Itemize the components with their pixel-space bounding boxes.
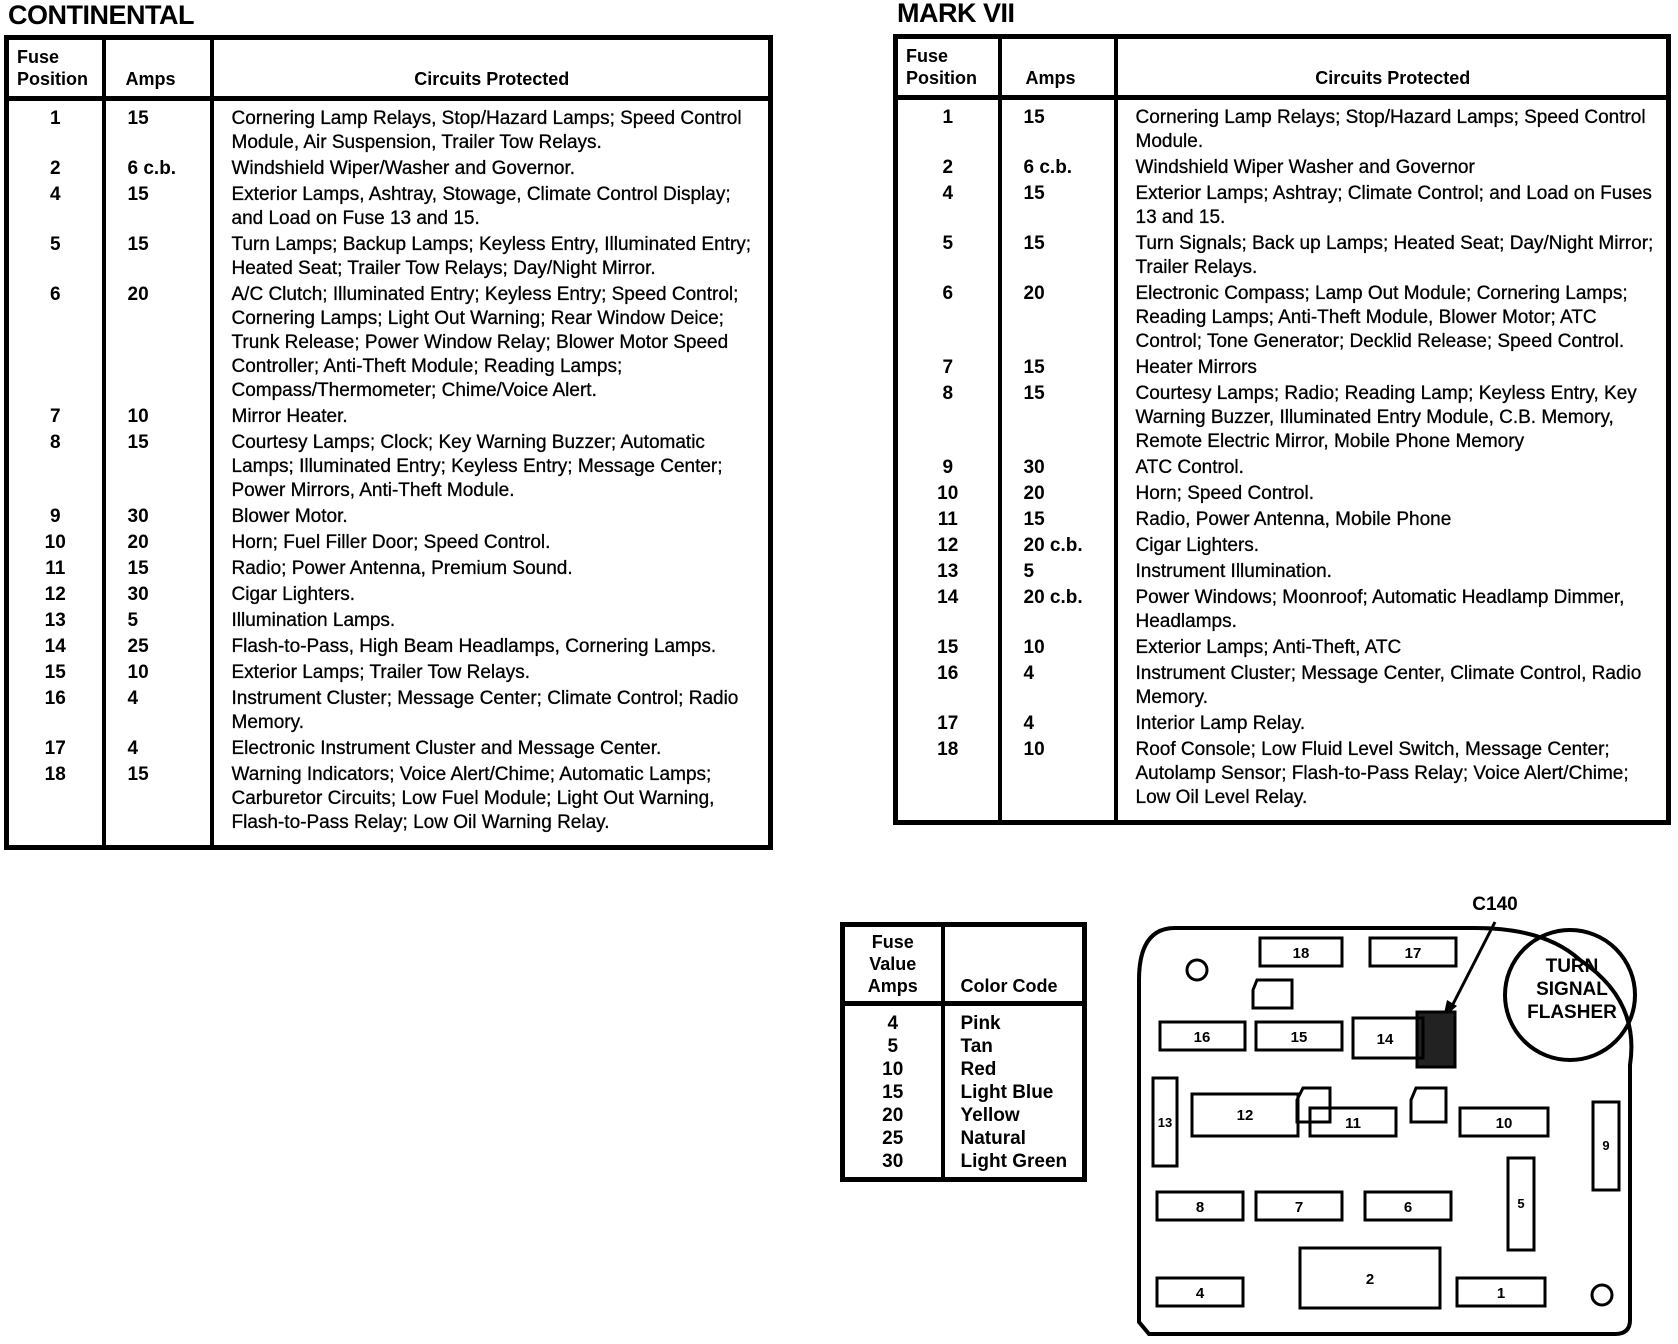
mounting-hole-icon xyxy=(1592,1285,1612,1305)
fuse-16 xyxy=(1160,1022,1245,1050)
fuse-position-cell: 2 xyxy=(49,158,61,179)
svg-text:4: 4 xyxy=(1195,1285,1205,1302)
fuse-value-amps-cell: 4 xyxy=(887,1013,899,1034)
fuse-10 xyxy=(1460,1108,1548,1136)
color-code-row xyxy=(843,1104,1085,1127)
circuits-protected-cell: Horn; Fuel Filler Door; Speed Control. xyxy=(212,530,771,556)
amps-cell: 20 xyxy=(1000,281,1116,355)
flasher-label-line-3: FLASHER xyxy=(1527,1002,1617,1023)
circuits-protected-cell: Roof Console; Low Fluid Level Switch, Message Center; Autolamp Sensor; Flash-to-Pass Relay; Voice Alert/Chime; Low Oil Level Relay. xyxy=(1116,737,1669,823)
fuse-2 xyxy=(1300,1248,1440,1308)
fuse-position-cell: 4 xyxy=(49,184,61,205)
amps-cell: 6 c.b. xyxy=(104,156,212,182)
svg-text:11: 11 xyxy=(1345,1115,1361,1132)
fuse-row xyxy=(896,559,1669,585)
fuse-position-cell: 14 xyxy=(44,636,66,657)
fuse-position-cell: 9 xyxy=(49,506,61,527)
fuse-position-cell: 11 xyxy=(937,509,958,530)
fuse-row xyxy=(896,98,1669,156)
circuits-protected-cell: Exterior Lamps; Anti-Theft, ATC xyxy=(1116,635,1669,661)
circuits-protected-cell: Electronic Instrument Cluster and Message Center. xyxy=(212,736,771,762)
color-code-row xyxy=(843,1150,1085,1180)
fuse-position-cell: 1 xyxy=(942,107,954,128)
fuse-row xyxy=(7,232,771,282)
continental-title: CONTINENTAL xyxy=(8,0,194,30)
fuse-position-cell: 1 xyxy=(49,108,61,129)
circuits-protected-cell: Windshield Wiper Washer and Governor xyxy=(1116,155,1669,181)
circuits-protected-cell: Instrument Illumination. xyxy=(1116,559,1669,585)
continental-fuse-table xyxy=(4,35,773,850)
circuits-protected-cell: Exterior Lamps; Ashtray; Climate Control; and Load on Fuses 13 and 15. xyxy=(1116,181,1669,231)
fuse-5 xyxy=(1508,1158,1534,1250)
amps-cell: 15 xyxy=(104,182,212,232)
fuse-8 xyxy=(1157,1192,1243,1220)
fuse-17 xyxy=(1370,938,1456,966)
circuits-protected-cell: Instrument Cluster; Message Center; Climate Control; Radio Memory. xyxy=(212,686,771,736)
color-code-cell: Red xyxy=(943,1058,1085,1081)
circuits-protected-cell: Exterior Lamps; Trailer Tow Relays. xyxy=(212,660,771,686)
svg-text:9: 9 xyxy=(1602,1138,1610,1153)
fuse-position-cell: 12 xyxy=(44,584,66,605)
amps-cell: 10 xyxy=(104,404,212,430)
amps-cell: 15 xyxy=(104,232,212,282)
amps-cell: 20 xyxy=(104,282,212,404)
header-fuse-value-amps: Fuse Value Amps xyxy=(843,925,943,1004)
fuse-position-cell: 11 xyxy=(45,558,66,579)
circuits-protected-cell: Mirror Heater. xyxy=(212,404,771,430)
fuse-position-cell: 8 xyxy=(942,383,954,404)
relay-socket xyxy=(1297,1088,1330,1122)
circuits-protected-cell: Turn Lamps; Backup Lamps; Keyless Entry, Illuminated Entry; Heated Seat; Trailer Tow Relays; Day/Night Mirror. xyxy=(212,232,771,282)
fuse-row xyxy=(7,404,771,430)
fuse-row xyxy=(7,608,771,634)
circuits-protected-cell: Heater Mirrors xyxy=(1116,355,1669,381)
fuse-position-cell: 10 xyxy=(44,532,66,553)
color-code-row xyxy=(843,1035,1085,1058)
header-circuits-protected: Circuits Protected xyxy=(1116,37,1669,98)
amps-cell: 20 xyxy=(104,530,212,556)
fuse-position-cell: 5 xyxy=(49,234,61,255)
fuse-position-cell: 16 xyxy=(937,663,959,684)
fuse-position-cell: 13 xyxy=(44,610,66,631)
fuse-1 xyxy=(1457,1278,1545,1306)
color-code-cell: Tan xyxy=(943,1035,1085,1058)
color-code-row xyxy=(843,1127,1085,1150)
header-color-code: Color Code xyxy=(943,925,1085,1004)
fuse-color-code-table xyxy=(840,922,1087,1182)
fuse-value-amps-cell: 25 xyxy=(882,1128,904,1149)
svg-text:1: 1 xyxy=(1496,1285,1506,1302)
header-amps: Amps xyxy=(1000,37,1116,98)
fuse-value-amps-cell: 20 xyxy=(882,1105,904,1126)
fuse-position-cell: 18 xyxy=(44,764,66,785)
fuse-row xyxy=(7,282,771,404)
fuse-position-cell: 7 xyxy=(942,357,954,378)
amps-cell: 10 xyxy=(104,660,212,686)
fuse-row xyxy=(7,736,771,762)
fuse-row xyxy=(7,634,771,660)
fuse-row xyxy=(896,507,1669,533)
fuse-row xyxy=(7,762,771,848)
amps-cell: 30 xyxy=(1000,455,1116,481)
svg-text:15: 15 xyxy=(1290,1029,1308,1046)
fuse-18 xyxy=(1260,938,1342,966)
fuse-row xyxy=(896,281,1669,355)
svg-text:2: 2 xyxy=(1365,1271,1375,1288)
fuse-row xyxy=(896,481,1669,507)
circuits-protected-cell: Windshield Wiper/Washer and Governor. xyxy=(212,156,771,182)
color-code-row xyxy=(843,1004,1085,1036)
fuse-row xyxy=(7,430,771,504)
circuits-protected-cell: Radio; Power Antenna, Premium Sound. xyxy=(212,556,771,582)
amps-cell: 25 xyxy=(104,634,212,660)
circuits-protected-cell: Cornering Lamp Relays; Stop/Hazard Lamps; Speed Control Module. xyxy=(1116,98,1669,156)
circuits-protected-cell: Radio, Power Antenna, Mobile Phone xyxy=(1116,507,1669,533)
svg-text:18: 18 xyxy=(1292,945,1310,962)
amps-cell: 5 xyxy=(104,608,212,634)
fuse-position-cell: 12 xyxy=(937,535,959,556)
svg-text:16: 16 xyxy=(1193,1029,1211,1046)
circuits-protected-cell: Power Windows; Moonroof; Automatic Headlamp Dimmer, Headlamps. xyxy=(1116,585,1669,635)
fuse-row xyxy=(7,182,771,232)
fuse-row xyxy=(896,181,1669,231)
fuse-row xyxy=(7,99,771,157)
fuse-row xyxy=(896,381,1669,455)
fuse-row xyxy=(7,156,771,182)
fuse-6 xyxy=(1365,1192,1451,1220)
fuse-value-amps-cell: 5 xyxy=(887,1036,899,1057)
circuits-protected-cell: Illumination Lamps. xyxy=(212,608,771,634)
fuse-position-cell: 8 xyxy=(49,432,61,453)
fuse-row xyxy=(7,504,771,530)
fuse-row xyxy=(7,530,771,556)
fuse-9 xyxy=(1593,1102,1619,1190)
svg-text:17: 17 xyxy=(1404,945,1422,962)
fuse-12 xyxy=(1192,1094,1298,1136)
fuse-position-cell: 17 xyxy=(44,738,66,759)
fuse-row xyxy=(896,585,1669,635)
circuits-protected-cell: Turn Signals; Back up Lamps; Heated Seat; Day/Night Mirror; Trailer Relays. xyxy=(1116,231,1669,281)
circuits-protected-cell: Courtesy Lamps; Radio; Reading Lamp; Keyless Entry, Key Warning Buzzer, Illuminated Entry Module, C.B. Memory, Remote Electric Mirror, Mobile Phone Memory xyxy=(1116,381,1669,455)
amps-cell: 20 c.b. xyxy=(1000,533,1116,559)
mark-vii-title: MARK VII xyxy=(897,0,1015,28)
fuse-value-amps-cell: 15 xyxy=(882,1082,904,1103)
circuits-protected-cell: A/C Clutch; Illuminated Entry; Keyless Entry; Speed Control; Cornering Lamps; Light Out Warning; Rear Window Deice; Trunk Release; Power Window Relay; Blower Motor Speed Controller; Anti-Theft Module; Reading Lamps; Compass/Thermometer; Chime/Voice Alert. xyxy=(212,282,771,404)
fuse-position-cell: 4 xyxy=(942,183,954,204)
amps-cell: 20 c.b. xyxy=(1000,585,1116,635)
fuse-position-cell: 6 xyxy=(49,284,61,305)
fuse-position-cell: 2 xyxy=(942,157,954,178)
amps-cell: 10 xyxy=(1000,635,1116,661)
circuits-protected-cell: Cornering Lamp Relays, Stop/Hazard Lamps; Speed Control Module, Air Suspension, Trailer Tow Relays. xyxy=(212,99,771,157)
fuse-row xyxy=(896,635,1669,661)
svg-text:12: 12 xyxy=(1236,1107,1254,1124)
fuse-row xyxy=(7,582,771,608)
svg-text:10: 10 xyxy=(1495,1115,1513,1132)
circuits-protected-cell: Warning Indicators; Voice Alert/Chime; Automatic Lamps; Carburetor Circuits; Low Fuel Module; Light Out Warning, Flash-to-Pass Relay; Low Oil Warning Relay. xyxy=(212,762,771,848)
mark-vii-fuse-table xyxy=(893,34,1671,825)
amps-cell: 30 xyxy=(104,504,212,530)
fuse-panel-diagram xyxy=(1135,890,1665,1338)
header-fuse-position: Fuse Position xyxy=(896,37,1000,98)
connector-c140-label: C140 xyxy=(1472,894,1518,915)
fuse-row xyxy=(7,660,771,686)
circuits-protected-cell: ATC Control. xyxy=(1116,455,1669,481)
color-code-cell: Light Blue xyxy=(943,1081,1085,1104)
amps-cell: 15 xyxy=(104,762,212,848)
mounting-hole-icon xyxy=(1187,960,1207,980)
fuse-position-cell: 13 xyxy=(937,561,959,582)
amps-cell: 15 xyxy=(104,430,212,504)
fuse-position-cell: 15 xyxy=(937,637,959,658)
fuse-position-cell: 14 xyxy=(937,587,959,608)
amps-cell: 15 xyxy=(1000,381,1116,455)
flasher-label-line-2: SIGNAL xyxy=(1536,979,1608,1000)
fuse-row xyxy=(896,533,1669,559)
svg-text:14: 14 xyxy=(1376,1031,1394,1048)
fuse-row xyxy=(896,711,1669,737)
svg-text:7: 7 xyxy=(1294,1199,1304,1216)
amps-cell: 4 xyxy=(104,686,212,736)
fuse-position-cell: 6 xyxy=(942,283,954,304)
fuse-value-amps-cell: 10 xyxy=(882,1059,904,1080)
flasher-label-line-1: TURN xyxy=(1545,956,1599,977)
amps-cell: 5 xyxy=(1000,559,1116,585)
fuse-15 xyxy=(1256,1022,1342,1050)
amps-cell: 30 xyxy=(104,582,212,608)
amps-cell: 4 xyxy=(104,736,212,762)
svg-text:6: 6 xyxy=(1403,1199,1413,1216)
fuse-value-amps-cell: 30 xyxy=(882,1151,904,1172)
fuse-row xyxy=(896,355,1669,381)
circuits-protected-cell: Horn; Speed Control. xyxy=(1116,481,1669,507)
color-code-row xyxy=(843,1081,1085,1104)
circuits-protected-cell: Electronic Compass; Lamp Out Module; Cornering Lamps; Reading Lamps; Anti-Theft Module, Blower Motor; ATC Control; Tone Generator; Decklid Release; Speed Control. xyxy=(1116,281,1669,355)
relay-socket xyxy=(1411,1088,1446,1122)
amps-cell: 15 xyxy=(1000,181,1116,231)
fuse-row xyxy=(896,155,1669,181)
amps-cell: 15 xyxy=(1000,355,1116,381)
header-circuits-protected: Circuits Protected xyxy=(212,38,771,99)
fuse-7 xyxy=(1256,1192,1342,1220)
amps-cell: 4 xyxy=(1000,711,1116,737)
amps-cell: 15 xyxy=(1000,98,1116,156)
svg-text:13: 13 xyxy=(1157,1115,1173,1130)
fuse-position-cell: 15 xyxy=(44,662,66,683)
fuse-row xyxy=(896,661,1669,711)
fuse-row xyxy=(896,231,1669,281)
fuse-row xyxy=(7,686,771,736)
circuits-protected-cell: Flash-to-Pass, High Beam Headlamps, Cornering Lamps. xyxy=(212,634,771,660)
color-code-cell: Pink xyxy=(943,1004,1085,1036)
amps-cell: 4 xyxy=(1000,661,1116,711)
header-amps: Amps xyxy=(104,38,212,99)
circuits-protected-cell: Courtesy Lamps; Clock; Key Warning Buzzer; Automatic Lamps; Illuminated Entry; Keyless Entry; Message Center; Power Mirrors, Anti-Theft Module. xyxy=(212,430,771,504)
fuse-position-cell: 5 xyxy=(942,233,954,254)
svg-text:8: 8 xyxy=(1195,1199,1205,1216)
circuits-protected-cell: Cigar Lighters. xyxy=(212,582,771,608)
fuse-position-cell: 18 xyxy=(937,739,959,760)
svg-text:5: 5 xyxy=(1517,1196,1525,1211)
fuse-position-cell: 17 xyxy=(937,713,959,734)
fuse-position-cell: 16 xyxy=(44,688,66,709)
circuits-protected-cell: Blower Motor. xyxy=(212,504,771,530)
color-code-row xyxy=(843,1058,1085,1081)
color-code-cell: Light Green xyxy=(943,1150,1085,1180)
fuse-14 xyxy=(1353,1018,1423,1058)
circuits-protected-cell: Cigar Lighters. xyxy=(1116,533,1669,559)
fuse-position-cell: 10 xyxy=(937,483,959,504)
amps-cell: 15 xyxy=(1000,231,1116,281)
circuits-protected-cell: Interior Lamp Relay. xyxy=(1116,711,1669,737)
fuse-4 xyxy=(1157,1278,1243,1306)
color-code-cell: Natural xyxy=(943,1127,1085,1150)
fuse-position-cell: 7 xyxy=(49,406,61,427)
amps-cell: 20 xyxy=(1000,481,1116,507)
header-fuse-position: Fuse Position xyxy=(7,38,104,99)
fuse-row xyxy=(7,556,771,582)
amps-cell: 10 xyxy=(1000,737,1116,823)
amps-cell: 15 xyxy=(1000,507,1116,533)
amps-cell: 6 c.b. xyxy=(1000,155,1116,181)
fuse-position-cell: 9 xyxy=(942,457,954,478)
amps-cell: 15 xyxy=(104,556,212,582)
circuits-protected-cell: Instrument Cluster; Message Center, Climate Control, Radio Memory. xyxy=(1116,661,1669,711)
fuse-row xyxy=(896,455,1669,481)
fuse-row xyxy=(896,737,1669,823)
color-code-cell: Yellow xyxy=(943,1104,1085,1127)
relay-socket xyxy=(1253,980,1292,1008)
fuse-13 xyxy=(1153,1078,1177,1166)
amps-cell: 15 xyxy=(104,99,212,157)
circuits-protected-cell: Exterior Lamps, Ashtray, Stowage, Climate Control Display; and Load on Fuse 13 and 15. xyxy=(212,182,771,232)
